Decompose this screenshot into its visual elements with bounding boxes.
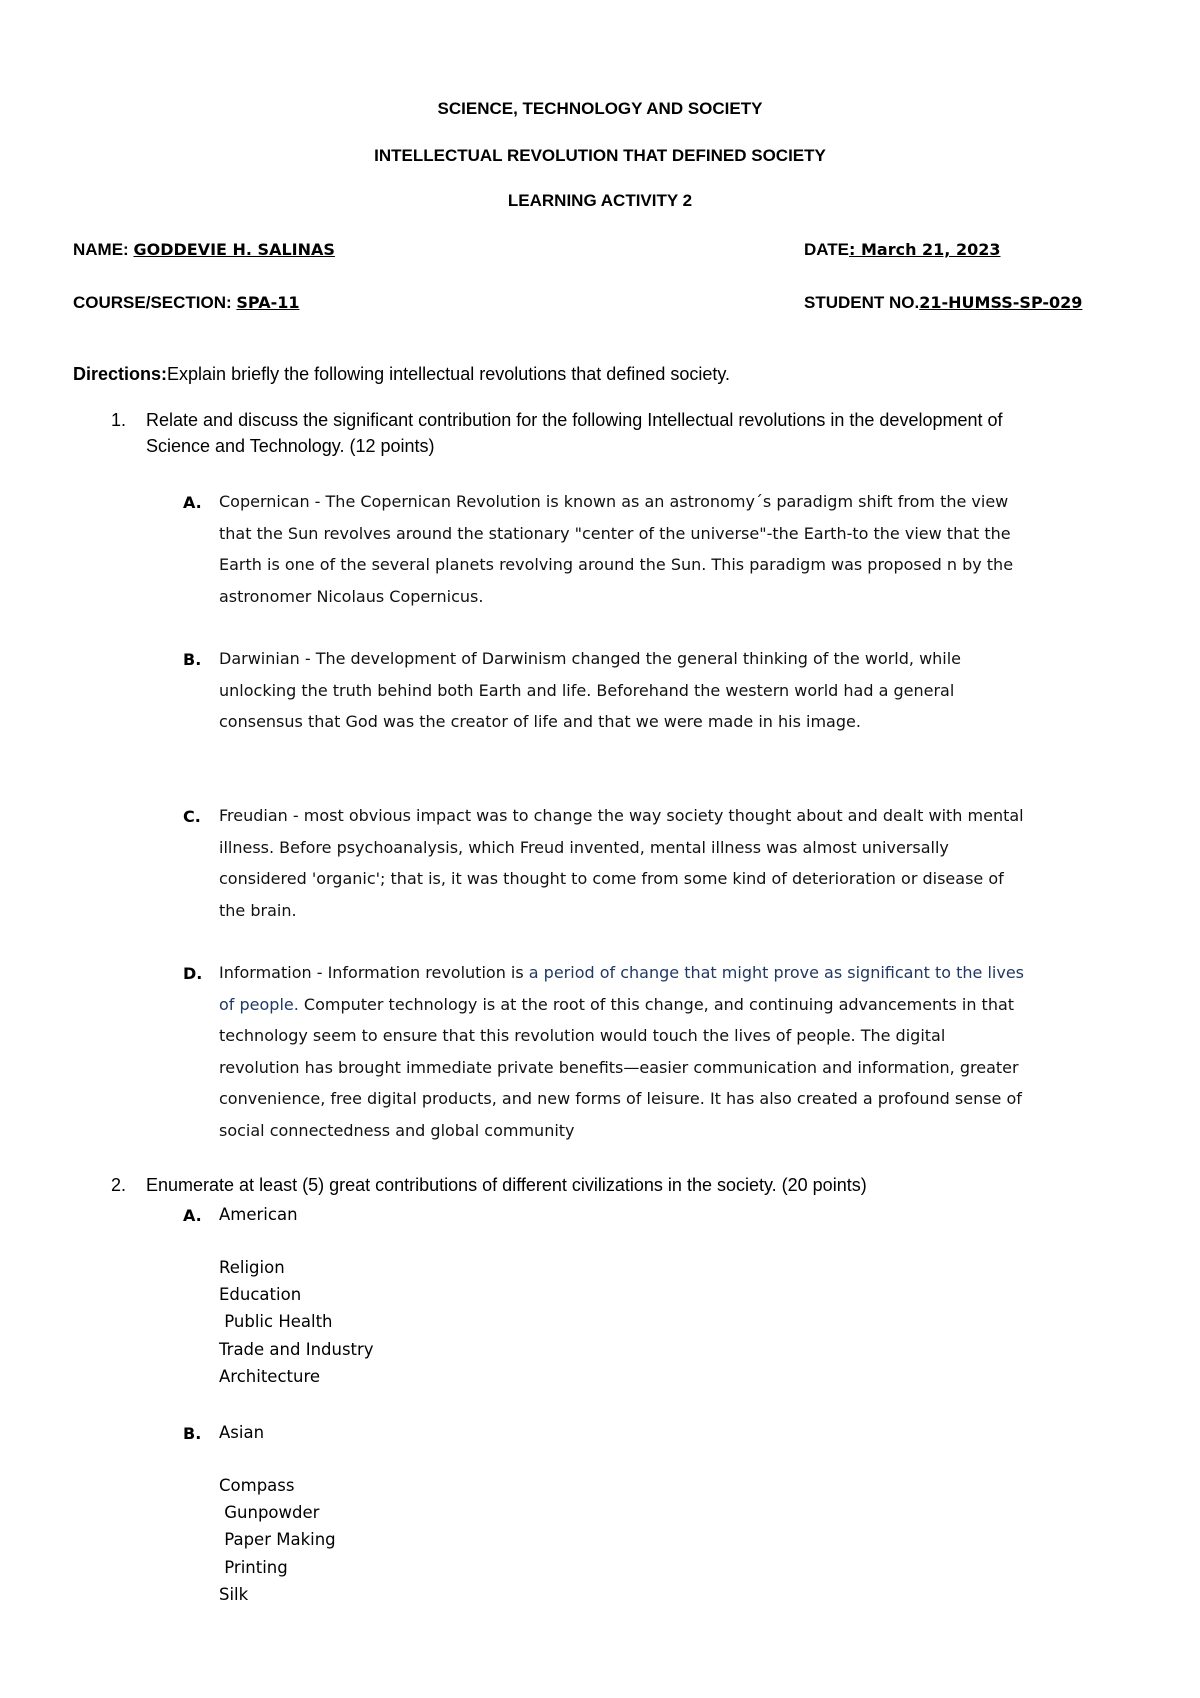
question-2-number: 2.: [111, 1175, 127, 1195]
paragraph-line: illness. Before psychoanalysis, which Freud invented, mental illness was almost universally: [219, 837, 949, 857]
student-number-label: STUDENT NO.: [804, 293, 920, 312]
group-b-letter: B.: [183, 1424, 202, 1443]
list-item: Religion: [219, 1258, 285, 1277]
activity-title: LEARNING ACTIVITY 2: [507, 191, 693, 210]
question-1-line: Relate and discuss the significant contribution for the following Intellectual revolutions in the development of: [146, 410, 1003, 430]
paragraph-line: Earth is one of the several planets revolving around the Sun. This paradigm was proposed n by the: [219, 555, 1014, 574]
list-item: Public Health: [219, 1312, 333, 1331]
name-field: [73, 240, 335, 260]
course-field: [73, 293, 299, 313]
paragraph-line: Darwinian - The development of Darwinism changed the general thinking of the world, while: [219, 649, 962, 668]
question-1-number: 1.: [111, 410, 127, 430]
name-label: NAME:: [73, 240, 134, 259]
item-b-darwinian: [219, 643, 961, 738]
course-value: SPA-11: [236, 293, 300, 312]
question-1-text: [146, 407, 1003, 459]
item-c-letter: C.: [183, 807, 201, 826]
item-d-information: [219, 957, 1024, 1146]
list-item: Printing: [219, 1558, 288, 1577]
paragraph-line: social connectedness and global community: [219, 1120, 575, 1140]
list-item: Paper Making: [219, 1530, 336, 1549]
paragraph-line: revolution has brought immediate private benefits—easier communication and information, greater: [219, 1057, 1019, 1077]
item-a-letter: A.: [183, 493, 202, 512]
list-item: Gunpowder: [219, 1503, 320, 1522]
paragraph-line: Copernican - The Copernican Revolution is known as an astronomy´s paradigm shift from the view: [219, 492, 1009, 511]
course-label: COURSE/SECTION:: [73, 293, 237, 312]
paragraph-line: of people. Computer technology is at the root of this change, and continuing advancements in that: [219, 994, 1015, 1014]
paragraph-line: that the Sun revolves around the stationary "center of the universe"-the Earth-to the view that the: [219, 523, 1011, 543]
paragraph-line: convenience, free digital products, and new forms of leisure. It has also created a profound sense of: [219, 1089, 1022, 1108]
date-label: DATE: [804, 240, 850, 259]
group-a-name: American: [219, 1205, 298, 1224]
group-b-name: Asian: [219, 1423, 265, 1442]
item-c-freudian: [219, 800, 1024, 926]
name-value: GODDEVIE H. SALINAS: [133, 240, 335, 259]
document-subject: SCIENCE, TECHNOLOGY AND SOCIETY: [437, 99, 763, 118]
question-1-line: Science and Technology. (12 points): [146, 436, 435, 456]
paragraph-line: unlocking the truth behind both Earth and life. Beforehand the western world had a general: [219, 680, 955, 700]
item-a-copernican: [219, 486, 1013, 612]
paragraph-line: Freudian - most obvious impact was to change the way society thought about and dealt with mental: [219, 806, 1024, 825]
directions-text: Explain briefly the following intellectual revolutions that defined society.: [167, 364, 731, 384]
paragraph-line: considered 'organic'; that is, it was thought to come from some kind of deterioration or disease of: [219, 869, 1004, 888]
date-value: : March 21, 2023: [849, 240, 1001, 259]
directions-label: Directions:: [73, 364, 168, 384]
list-item: Compass: [219, 1476, 295, 1495]
question-2-text: Enumerate at least (5) great contributions of different civilizations in the society. (20 points): [146, 1175, 867, 1195]
paragraph-line: Information - Information revolution is a period of change that might prove as significant to the lives: [219, 963, 1024, 982]
student-number-value: 21-HUMSS-SP-029: [919, 293, 1083, 312]
list-item: Architecture: [219, 1367, 321, 1386]
document-topic: INTELLECTUAL REVOLUTION THAT DEFINED SOCIETY: [374, 146, 826, 165]
item-d-letter: D.: [183, 964, 203, 983]
list-item: Silk: [219, 1585, 249, 1604]
student-number-field: [804, 293, 1082, 313]
paragraph-line: the brain.: [219, 900, 297, 920]
paragraph-line: astronomer Nicolaus Copernicus.: [219, 586, 484, 606]
date-field: [804, 240, 1000, 260]
directions: [73, 361, 730, 387]
paragraph-line: consensus that God was the creator of life and that we were made in his image.: [219, 712, 861, 731]
paragraph-line: technology seem to ensure that this revolution would touch the lives of people. The digital: [219, 1026, 946, 1045]
item-b-letter: B.: [183, 650, 202, 669]
list-item: Education: [219, 1285, 302, 1304]
list-item: Trade and Industry: [219, 1340, 374, 1359]
group-a-letter: A.: [183, 1206, 202, 1225]
